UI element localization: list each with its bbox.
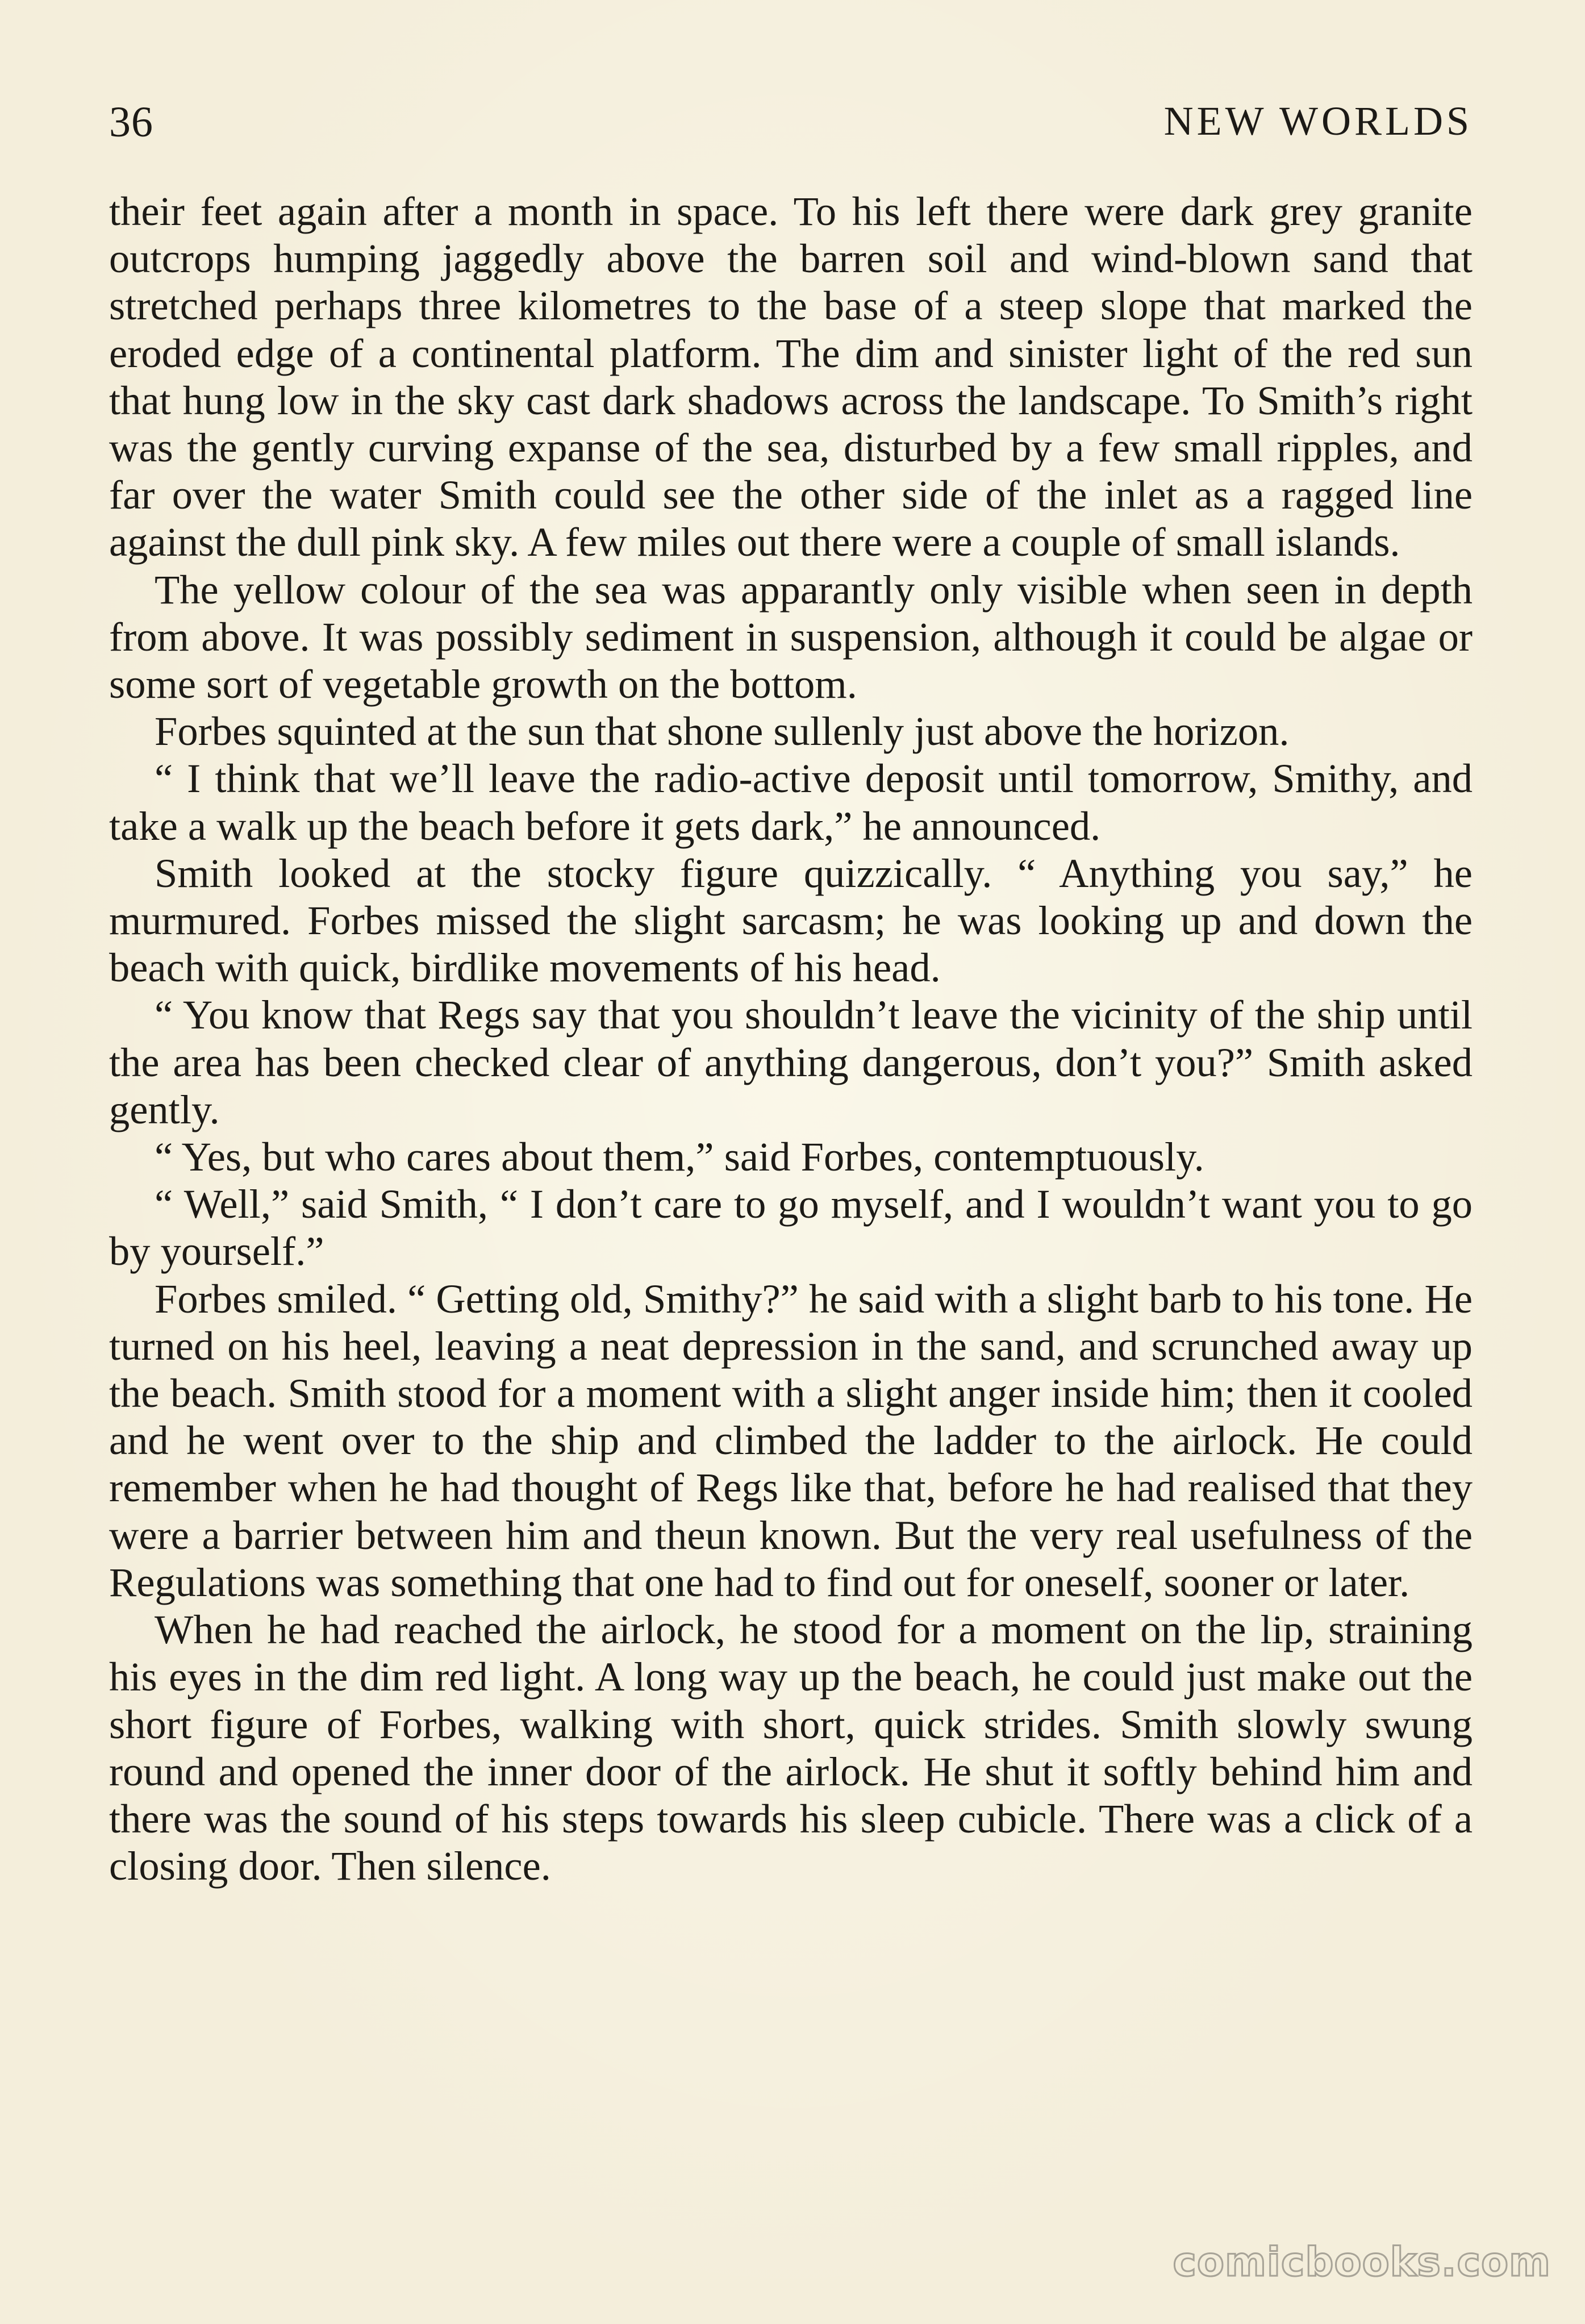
page-number: 36 xyxy=(109,98,153,146)
paragraph: “ Yes, but who cares about them,” said Forbes, contemptuously. xyxy=(155,1134,1204,1180)
body-text xyxy=(109,188,1473,1889)
paragraph: “ You know that Regs say that you shouldn’t leave the vicinity of the ship until the area has been checked clear of anything dangerous, don’t you?” Smith asked gently. xyxy=(109,992,1473,1132)
paragraph: The yellow colour of the sea was apparantly only visible when seen in depth from above. It was possibly sediment in suspension, although it could be algae or some sort of vegetable growth on the bottom. xyxy=(109,566,1473,707)
paragraph: Forbes smiled. “ Getting old, Smithy?” he said with a slight barb to his tone. He turned on his heel, leaving a neat depression in the sand, and scrunched away up the beach. Smith stood for a moment with a slight anger inside him; then it cooled and he went over to the ship and climbed the ladder to the airlock. He could remember when he had thought of Regs like that, before he had realised that they were a barrier between him and theun known. But the very real usefulness of the Regulations was something that one had to find out for oneself, sooner or later. xyxy=(109,1275,1473,1605)
paragraph: “ Well,” said Smith, “ I don’t care to go myself, and I wouldn’t want you to go by yourself.” xyxy=(109,1181,1473,1275)
paragraph: “ I think that we’ll leave the radio-active deposit until tomorrow, Smithy, and take a walk up the beach before it gets dark,” he announced. xyxy=(109,755,1473,849)
paragraph: Forbes squinted at the sun that shone sullenly just above the horizon. xyxy=(155,708,1290,755)
page-header xyxy=(109,98,1473,155)
paragraph: Smith looked at the stocky figure quizzically. “ Anything you say,” he murmured. Forbes missed the slight sarcasm; he was looking up and down the beach with quick, birdlike movements of his head. xyxy=(109,849,1473,991)
watermark: comicbooks.com xyxy=(1173,2239,1551,2285)
paragraph: When he had reached the airlock, he stood for a moment on the lip, straining his eyes in the dim red light. A long way up the beach, he could just make out the short figure of Forbes, walking with short, quick strides. Smith slowly swung round and opened the inner door of the airlock. He shut it softly behind him and there was the sound of his steps towards his sleep cubicle. There was a click of a closing door. Then silence. xyxy=(109,1606,1473,1889)
paragraph: their feet again after a month in space. To his left there were dark grey granite outcrops humping jaggedly above the barren soil and wind-blown sand that stretched perhaps three kilometres to the base of a steep slope that marked the eroded edge of a continental platform. The dim and sinister light of the red sun that hung low in the sky cast dark shadows across the landscape. To Smith’s right was the gently curving expanse of the sea, disturbed by a few small ripples, and far over the water Smith could see the other side of the inlet as a ragged line against the dull pink sky. A few miles out there were a couple of small islands. xyxy=(109,188,1473,565)
running-head: NEW WORLDS xyxy=(1163,98,1473,144)
